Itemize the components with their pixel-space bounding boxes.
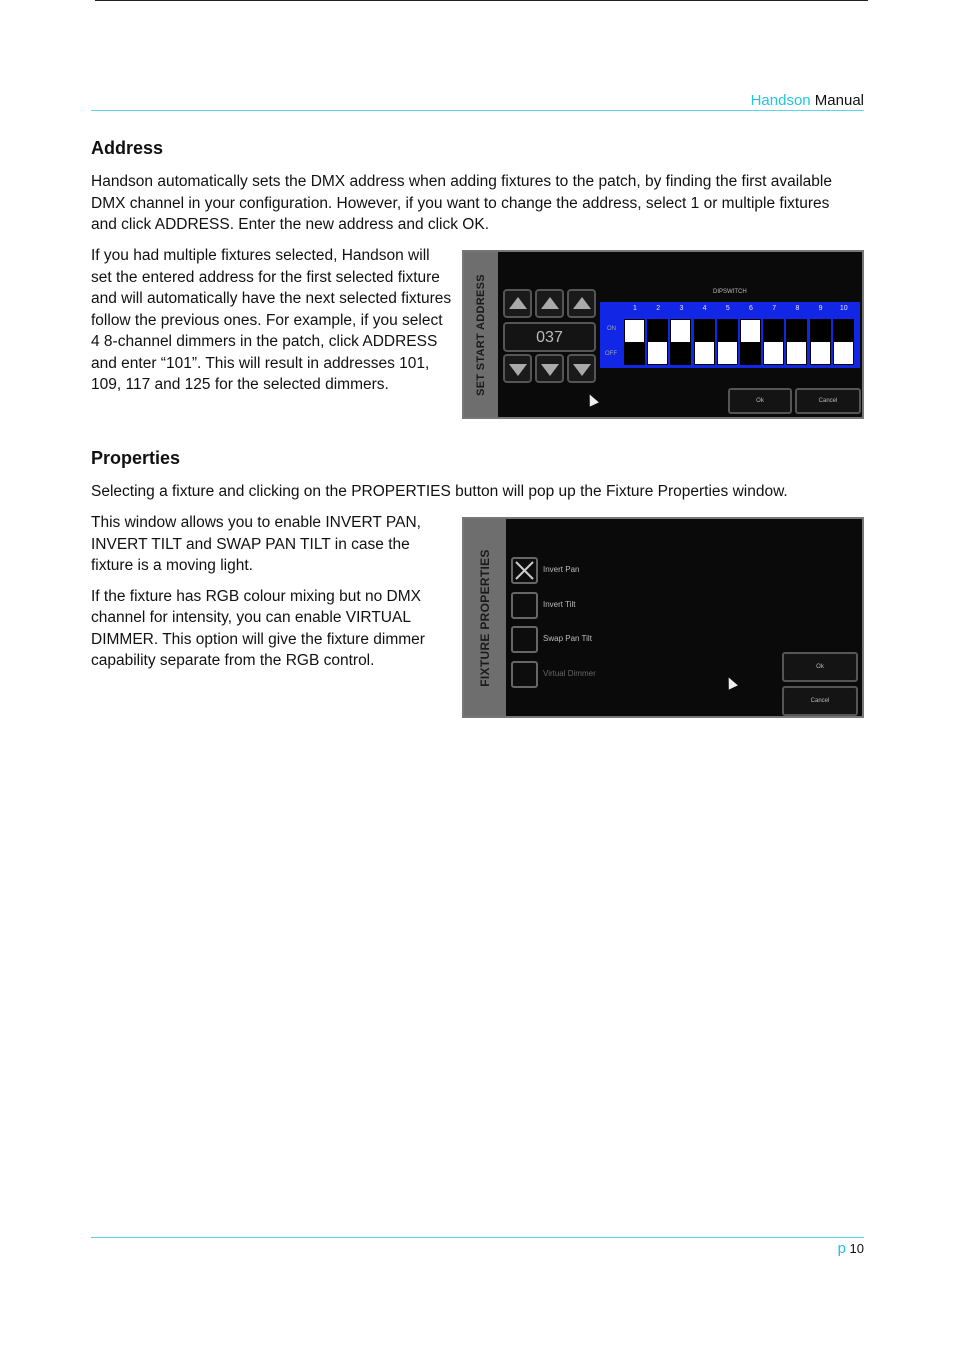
dip-switch-knob — [741, 320, 760, 342]
arrow-down-icon — [541, 364, 559, 376]
check-x-icon — [513, 559, 536, 582]
dip-switch-knob — [811, 342, 830, 364]
address-multi: If you had multiple fixtures selected, Handson will set the entered address for the first selected fixture and will automatically have the next selected fixtures follow the previous ones. For example, if you select 4 8-channel dimmers in the patch, click ADDRESS and enter “101”. This will result in addresses 101, 109, 117 and 125 for the selected dimmers. — [91, 247, 452, 393]
dip-switch-4[interactable] — [694, 319, 715, 365]
checkbox-label: Virtual Dimmer — [543, 668, 596, 678]
properties-dialog-title: FIXTURE PROPERTIES — [478, 548, 492, 687]
address-multi-block — [91, 245, 453, 396]
properties-text-block — [91, 512, 453, 672]
dipswitch-panel — [600, 302, 860, 368]
address-up-button-3[interactable] — [567, 289, 596, 318]
address-intro: Handson automatically sets the DMX address when adding fixtures to the patch, by finding the first available DMX channel in your configuration. However, if you want to change the address, select 1 or multiple fixtures and click ADDRESS. Enter the new address and click OK. — [91, 173, 832, 233]
properties-p1: This window allows you to enable INVERT PAN, INVERT TILT and SWAP PAN TILT in case the fixture is a moving light. — [91, 514, 421, 574]
dip-switch-number: 5 — [725, 305, 730, 312]
dip-switch-6[interactable] — [740, 319, 761, 365]
page-number: 10 — [849, 1241, 864, 1256]
page-footer — [91, 1240, 864, 1257]
address-value-display: 037 — [503, 322, 596, 352]
dip-switch-5[interactable] — [717, 319, 738, 365]
checkbox-swap-pan-tilt[interactable] — [511, 626, 538, 653]
dip-switch-knob — [625, 320, 644, 342]
address-down-button-2[interactable] — [535, 354, 564, 383]
header-rule — [91, 110, 864, 111]
dip-switch-knob — [695, 342, 714, 364]
dip-switch-2[interactable] — [647, 319, 668, 365]
arrow-down-icon — [573, 364, 591, 376]
dip-switch-7[interactable] — [763, 319, 784, 365]
dip-switch-knob — [764, 342, 783, 364]
checkbox-label: Invert Pan — [543, 565, 580, 574]
checkbox-label: Invert Tilt — [543, 599, 576, 609]
checkbox-virtual-dimmer[interactable] — [511, 661, 538, 688]
arrow-up-icon — [573, 297, 591, 309]
header-brand: Handson — [750, 92, 811, 109]
dip-switch-knob — [787, 342, 806, 364]
properties-heading: Properties — [91, 448, 181, 468]
dip-switch-knob — [671, 320, 690, 342]
dip-switch-number: 8 — [795, 305, 800, 312]
dip-switch-number: 9 — [818, 305, 823, 312]
page-prefix: p — [837, 1240, 846, 1257]
properties-dialog-side-label — [464, 519, 506, 716]
address-up-button-1[interactable] — [503, 289, 532, 318]
dip-switch-number: 7 — [772, 305, 777, 312]
address-ok-button[interactable]: Ok — [728, 388, 792, 414]
dip-switch-3[interactable] — [670, 319, 691, 365]
properties-intro-block — [91, 481, 861, 503]
top-rule — [95, 0, 868, 1]
dip-off-label: OFF — [605, 351, 617, 357]
address-intro-block — [91, 171, 851, 236]
dip-switch-number: 6 — [749, 305, 753, 312]
address-up-button-2[interactable] — [535, 289, 564, 318]
header-title: Manual — [814, 92, 864, 109]
footer-rule — [91, 1237, 864, 1238]
dipswitch-title: DIPSWITCH — [713, 289, 747, 295]
properties-intro: Selecting a fixture and clicking on the PROPERTIES button will pop up the Fixture Properties window. — [91, 483, 788, 500]
dip-switch-number: 3 — [679, 305, 684, 312]
address-dialog-title: SET START ADDRESS — [475, 273, 487, 396]
dip-switch-knob — [718, 342, 737, 364]
arrow-up-icon — [509, 297, 527, 309]
address-cancel-button[interactable]: Cancel — [795, 388, 861, 414]
dip-switch-knob — [834, 342, 853, 364]
properties-ok-button[interactable]: Ok — [782, 652, 858, 682]
dip-switch-9[interactable] — [810, 319, 831, 365]
address-down-button-3[interactable] — [567, 354, 596, 383]
arrow-down-icon — [509, 364, 527, 376]
properties-dialog-screenshot — [462, 517, 864, 718]
dip-switch-number: 10 — [839, 305, 848, 312]
dip-switch-8[interactable] — [786, 319, 807, 365]
mouse-cursor-icon — [585, 392, 599, 406]
dip-switch-number: 2 — [656, 305, 661, 312]
checkbox-invert-tilt[interactable] — [511, 592, 538, 619]
dip-switch-1[interactable] — [624, 319, 645, 365]
properties-cancel-button[interactable]: Cancel — [782, 686, 858, 716]
properties-p2: If the fixture has RGB colour mixing but no DMX channel for intensity, you can enable VIRTUAL DIMMER. This option will give the fixture dimmer capability separate from the RGB control. — [91, 587, 425, 669]
arrow-up-icon — [541, 297, 559, 309]
dip-on-label: ON — [607, 326, 616, 332]
dip-switch-number: 1 — [633, 305, 637, 312]
address-down-button-1[interactable] — [503, 354, 532, 383]
checkbox-label: Swap Pan Tilt — [543, 634, 592, 643]
dip-switch-number: 4 — [702, 305, 707, 312]
mouse-cursor-icon — [724, 675, 738, 689]
dip-switch-knob — [648, 342, 667, 364]
address-dialog-screenshot — [462, 250, 864, 419]
address-heading: Address — [91, 138, 164, 158]
address-dialog-side-label — [464, 252, 498, 417]
dip-switch-10[interactable] — [833, 319, 854, 365]
page-header — [91, 92, 864, 110]
checkbox-invert-pan[interactable] — [511, 557, 538, 584]
